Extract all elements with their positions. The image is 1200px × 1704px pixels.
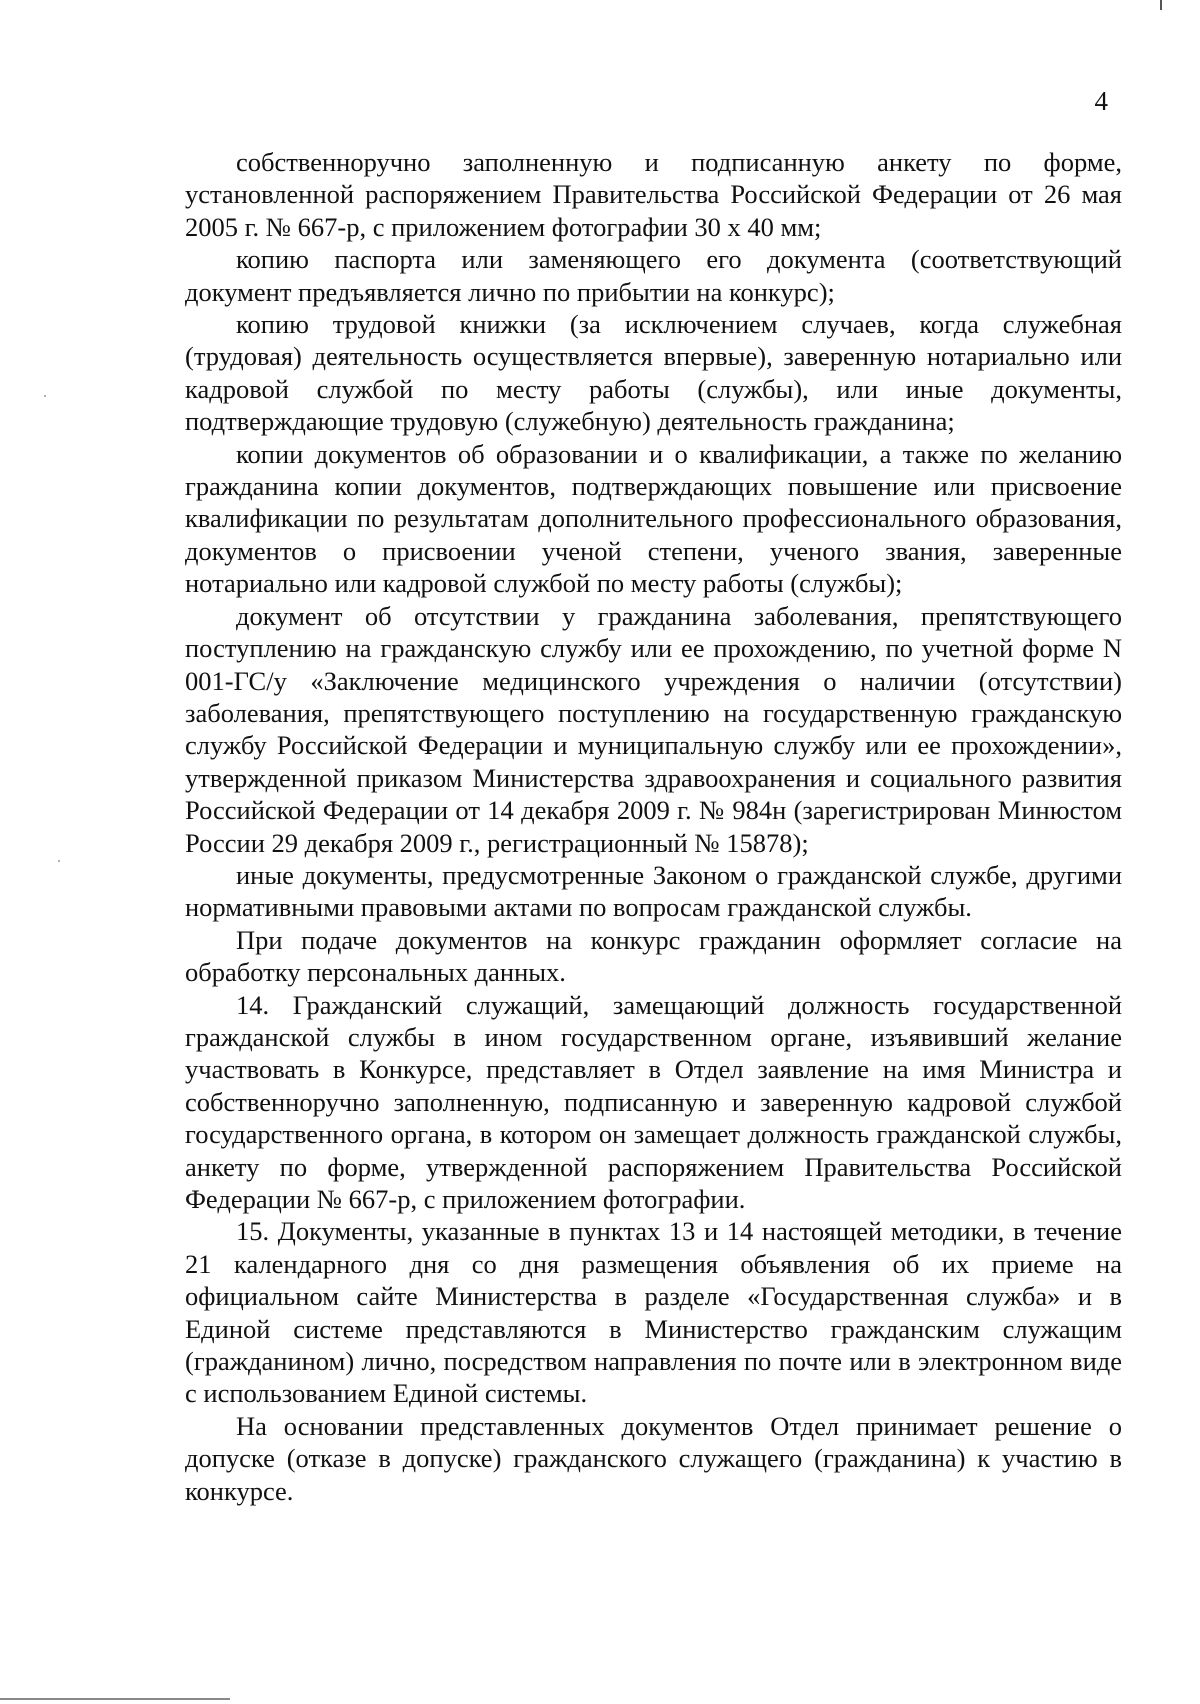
scan-speck: [58, 860, 60, 862]
page-number: 4: [1094, 86, 1108, 116]
document-body: [185, 146, 1122, 1507]
scan-edge-mark: [0, 1698, 230, 1700]
scan-speck: [44, 395, 46, 397]
paragraph-medical-certificate: документ об отсутствии у гражданина заболевания, препятствующего поступлению на гражданскую службу или ее прохождению, по учетной форме N 001-ГС/у «Заключение медицинского учреждения о наличии (отсутствии) заболевания, препятствующего поступлению на государственную гражданскую службу Российской Федерации и муниципальную службу или ее прохождении», утвержденной приказом Министерства здравоохранения и социального развития Российской Федерации от 14 декабря 2009 г. № 984н (зарегистрирован Минюстом России 29 декабря 2009 г., регистрационный № 15878);: [185, 600, 1122, 858]
paragraph-item-14: 14. Гражданский служащий, замещающий должность государственной гражданской службы в ином государственном органе, изъявивший желание участвовать в Конкурсе, представляет в Отдел заявление на имя Министра и собственноручно заполненную, подписанную и заверенную кадровой службой государственного органа, в котором он замещает должность гражданской службы, анкету по форме, утвержденной распоряжением Правительства Российской Федерации № 667-р, с приложением фотографии.: [185, 989, 1122, 1214]
paragraph-other-documents: иные документы, предусмотренные Законом о гражданской службе, другими нормативными правовыми актами по вопросам гражданской службы.: [185, 859, 1122, 923]
paragraph-admission-decision: На основании представленных документов Отдел принимает решение о допуске (отказе в допуске) гражданского служащего (гражданина) к участию в конкурсе.: [185, 1410, 1122, 1506]
paragraph-questionnaire: собственноручно заполненную и подписанную анкету по форме, установленной распоряжением Правительства Российской Федерации от 26 мая 2005 г. № 667-р, с приложением фотографии 30 х 40 мм;: [185, 147, 1122, 242]
paragraph-passport-copy: копию паспорта или заменяющего его документа (соответствующий документ предъявляется лично по прибытии на конкурс);: [185, 244, 1122, 307]
paragraph-education-documents: копии документов об образовании и о квалификации, а также по желанию гражданина копии документов, подтверждающих повышение или присвоение квалификации по результатам дополнительного профессионального образования, документов о присвоении ученой степени, ученого звания, заверенные нотариально или кадровой службой по месту работы (службы);: [185, 438, 1122, 599]
scan-edge-mark: [1160, 0, 1162, 10]
paragraph-employment-book-copy: копию трудовой книжки (за исключением случаев, когда служебная (трудовая) деятельность осуществляется впервые), заверенную нотариально или кадровой службой по месту работы (службы), или иные документы, подтверждающие трудовую (служебную) деятельность гражданина;: [185, 309, 1122, 437]
paragraph-item-15: 15. Документы, указанные в пунктах 13 и 14 настоящей методики, в течение 21 календарного дня со дня размещения объявления об их приеме на официальном сайте Министерства в разделе «Государственная служба» и в Единой системе представляются в Министерство гражданским служащим (гражданином) лично, посредством направления по почте или в электронном виде с использованием Единой системы.: [185, 1216, 1122, 1409]
paragraph-personal-data-consent: При подаче документов на конкурс гражданин оформляет согласие на обработку персональных данных.: [185, 924, 1122, 988]
